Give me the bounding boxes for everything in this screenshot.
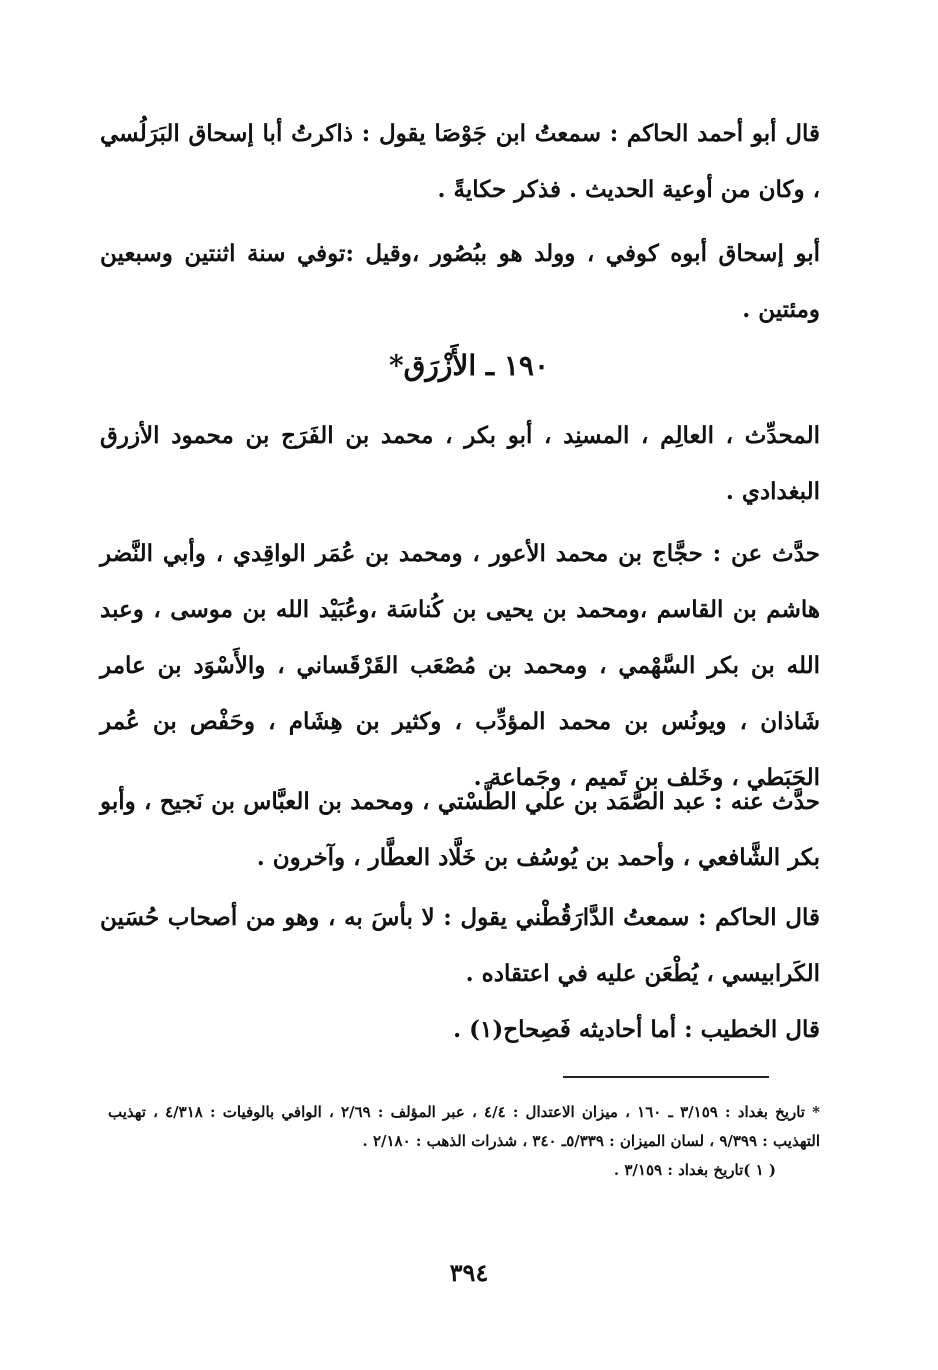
hakim-quote: قال الحاكم : سمعتُ الدَّارَقُطْني يقول : لا بأسَ به ، وهو من أصحاب حُسَين الكَرابيسي ، يُطْعَن عليه في اعتقاده .	[100, 904, 820, 987]
death-date-paragraph: أبو إسحاق أبوه كوفي ، وولد هو ببُصُور ،وقيل :توفي سنة اثنتين وسبعين ومئتين .	[100, 240, 820, 323]
opening-paragraph: قال أبو أحمد الحاكم : سمعتُ ابن جَوْصَا يقول : ذاكرتُ أبا إسحاق البَرَلُسي ، وكان من أوعية الحديث . فذكر حكايةً .	[100, 120, 820, 203]
narrated-from-paragraph: حدَّث عن : حجَّاج بن محمد الأعور ، ومحمد بن عُمَر الواقِدي ، وأبي النَّضر هاشم بن القاسم ،ومحمد بن يحيى بن كُناسَة ،وعُبَيْد الله بن موسى ، وعبد الله بن بكر السَّهْمي ، ومحمد بن مُصْعَب القَرْقَساني ، والأَسْوَد بن عامر شَاذان ، ويونُس بن محمد المؤدِّب ، وكثير بن هِشَام ، وحَفْص بن عُمر الحَبَطي ، وخَلف بن تَميم ، وجَماعة .	[100, 540, 820, 791]
page-number: ٣٩٤	[449, 1258, 489, 1287]
entry-heading: ١٩٠ ـ الأَزْرَق*	[389, 349, 549, 382]
entry-intro: المحدِّث ، العالِم ، المسنِد ، أبو بكر ، محمد بن الفَرَج بن محمود الأزرق البغدادي .	[100, 422, 820, 505]
narrated-by-paragraph: حدَّث عنه : عبد الصَّمَد بن علي الطَّسْتي ، ومحمد بن العبَّاس بن نَجيح ، وأبو بكر الشَّافعي ، وأحمد بن يُوسُف بن خَلَّاد العطَّار ، وآخرون .	[100, 788, 820, 871]
footnote-sources: * تاريخ بغداد : ٣/١٥٩ ـ ١٦٠ ، ميزان الاعتدال : ٤/٤ ، عبر المؤلف : ٢/٦٩ ، الوافي بالوفيات : ٤/٣١٨ ، تهذيب التهذيب : ٩/٣٩٩ ، لسان الميزان : ٥/٣٣٩ـ ٣٤٠ ، شذرات الذهب : ٢/١٨٠ .	[108, 1103, 820, 1150]
khatib-quote: قال الخطيب : أما أحاديثه فَصِحاح(١) .	[453, 1016, 820, 1043]
footnotes	[108, 1098, 820, 1185]
footnote-divider	[563, 1076, 769, 1078]
footnote-1: ( ١ )تاريخ بغداد : ٣/١٥٩ .	[613, 1161, 776, 1179]
